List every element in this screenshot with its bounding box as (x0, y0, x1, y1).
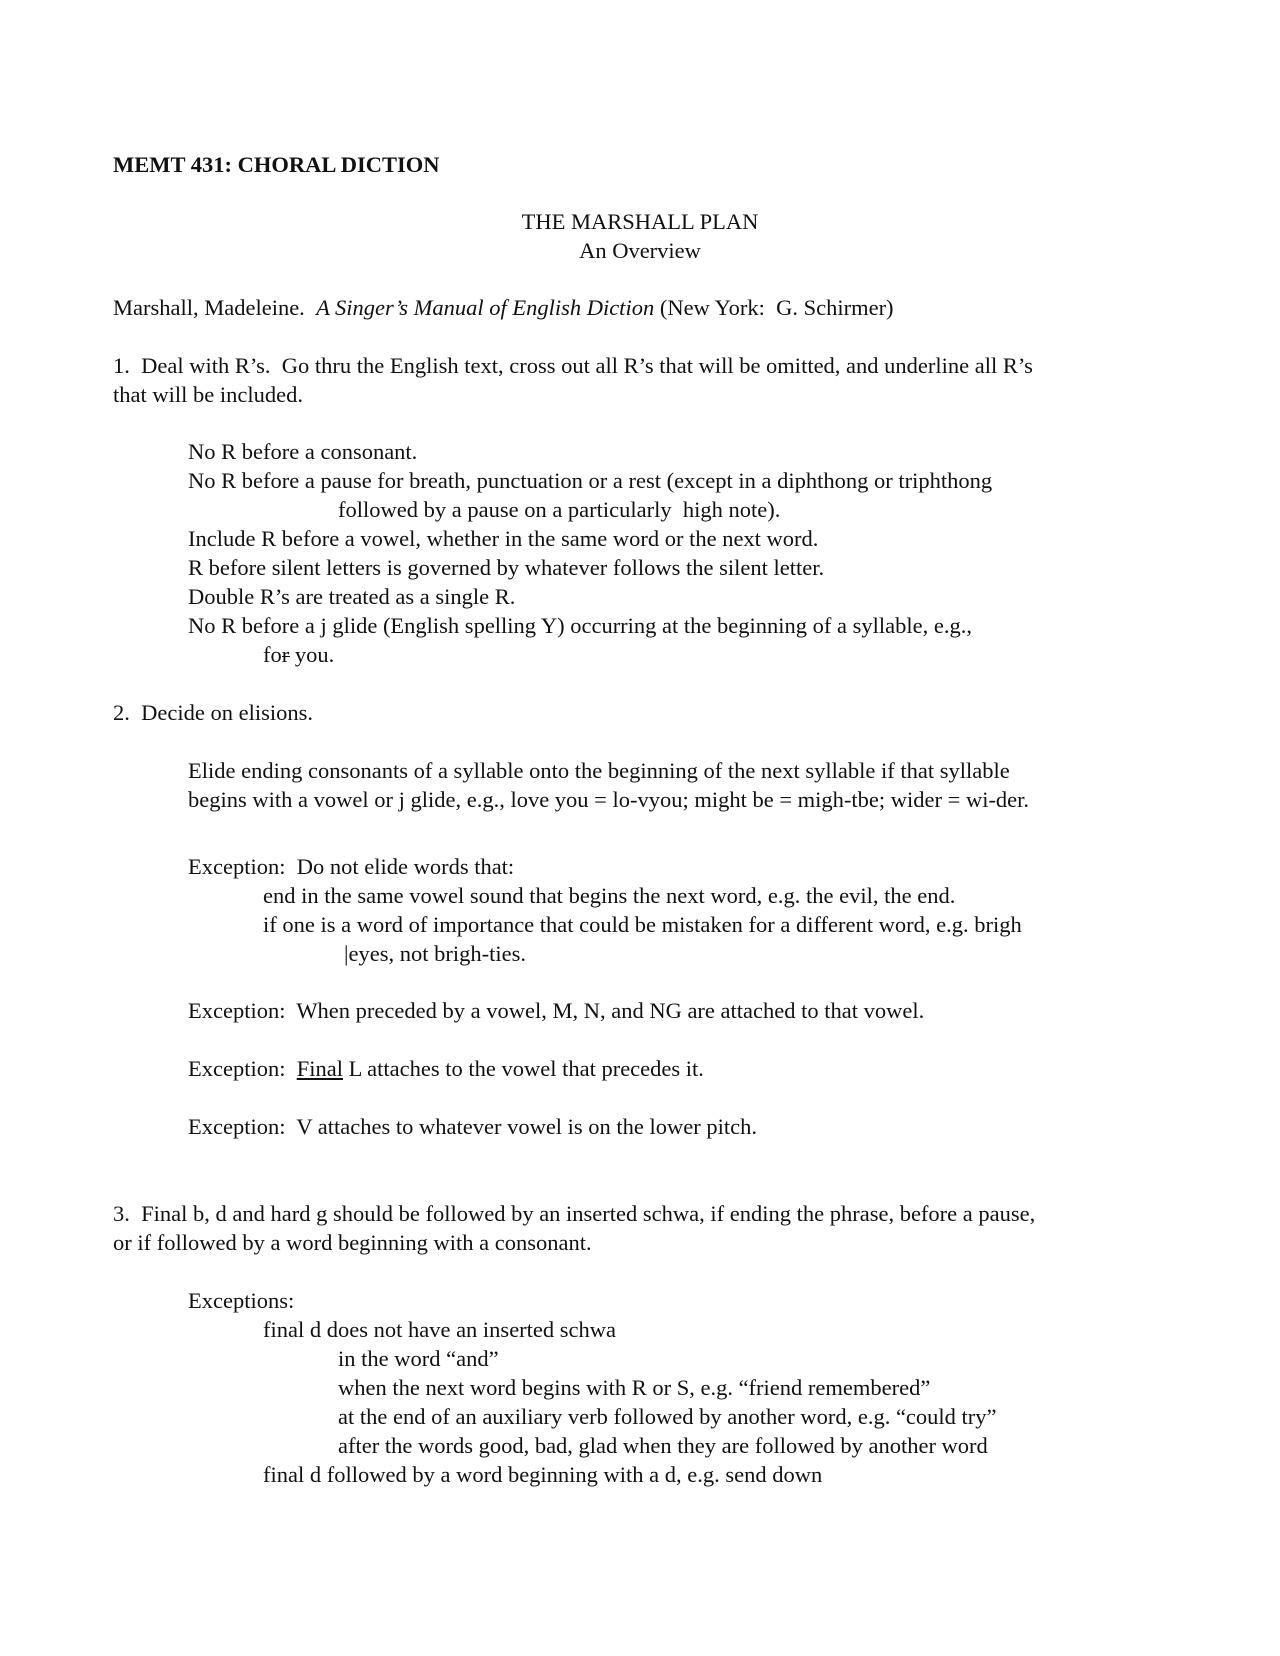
underlined-final: Final (296, 1056, 343, 1081)
exception-3-label: Exception: (188, 1056, 297, 1081)
exception-2: Exception: When preceded by a vowel, M, N, and NG are attached to that vowel. (188, 998, 925, 1023)
exception-3 (188, 1054, 704, 1083)
exception-4: Exception: V attaches to whatever vowel is on the lower pitch. (188, 1114, 758, 1139)
citation-line (113, 293, 894, 322)
exception-1: Exception: Do not elide words that: (188, 854, 515, 879)
section3-line1: 3. Final b, d and hard g should be followed by an inserted schwa, if ending the phrase, before a pause, (113, 1201, 1036, 1226)
section3-exception-1d: after the words good, bad, glad when they are followed by another word (338, 1433, 988, 1458)
document-title: THE MARSHALL PLAN (521, 209, 759, 234)
section3-exception-2: final d followed by a word beginning with a d, e.g. send down (263, 1462, 823, 1487)
section3-exception-1: final d does not have an inserted schwa (263, 1317, 617, 1342)
section3-line2: or if followed by a word beginning with a consonant. (113, 1230, 592, 1255)
citation-book: A Singer’s Manual of English Diction (316, 295, 655, 320)
citation-author: Marshall, Madeleine. (113, 295, 305, 320)
rule-6-example (263, 640, 334, 669)
section3-exception-1c: at the end of an auxiliary verb followed by another word, e.g. “could try” (338, 1404, 997, 1429)
exception-1b: if one is a word of importance that could be mistaken for a different word, e.g. brigh (263, 912, 1022, 937)
rule-3: Include R before a vowel, whether in the same word or the next word. (188, 526, 819, 551)
section1-line1: 1. Deal with R’s. Go thru the English text, cross out all R’s that will be omitted, and underline all R’s (113, 353, 1033, 378)
section2-para-line2: begins with a vowel or j glide, e.g., love you = lo-vyou; might be = migh-tbe; wider = wi-der. (188, 787, 1030, 812)
section3-exceptions-heading: Exceptions: (188, 1288, 295, 1313)
rule-5: Double R’s are treated as a single R. (188, 584, 516, 609)
section2-para-line1: Elide ending consonants of a syllable onto the beginning of the next syllable if that syllable (188, 758, 1010, 783)
section3-exception-1b: when the next word begins with R or S, e.g. “friend remembered” (338, 1375, 931, 1400)
course-heading: MEMT 431: CHORAL DICTION (113, 152, 440, 177)
rule-4: R before silent letters is governed by whatever follows the silent letter. (188, 555, 825, 580)
exception-1a: end in the same vowel sound that begins the next word, e.g. the evil, the end. (263, 883, 956, 908)
section1-line2: that will be included. (113, 382, 303, 407)
crossed-out-r: r (281, 642, 290, 667)
exception-1c: |eyes, not brigh-ties. (344, 941, 526, 966)
rule-6: No R before a j glide (English spelling Y) occurring at the beginning of a syllable, e.g., (188, 613, 972, 638)
rule-2-continued: followed by a pause on a particularly high note). (338, 497, 781, 522)
section3-exception-1a: in the word “and” (338, 1346, 499, 1371)
rule-1: No R before a consonant. (188, 439, 418, 464)
section2-heading: 2. Decide on elisions. (113, 700, 313, 725)
example-text: fo (263, 642, 282, 667)
document-subtitle: An Overview (579, 238, 701, 263)
citation-publisher: (New York: G. Schirmer) (659, 295, 894, 320)
rule-2: No R before a pause for breath, punctuation or a rest (except in a diphthong or triphthong (188, 468, 993, 493)
exception-3-text: L attaches to the vowel that precedes it. (343, 1056, 704, 1081)
example-text-end: you. (289, 642, 335, 667)
